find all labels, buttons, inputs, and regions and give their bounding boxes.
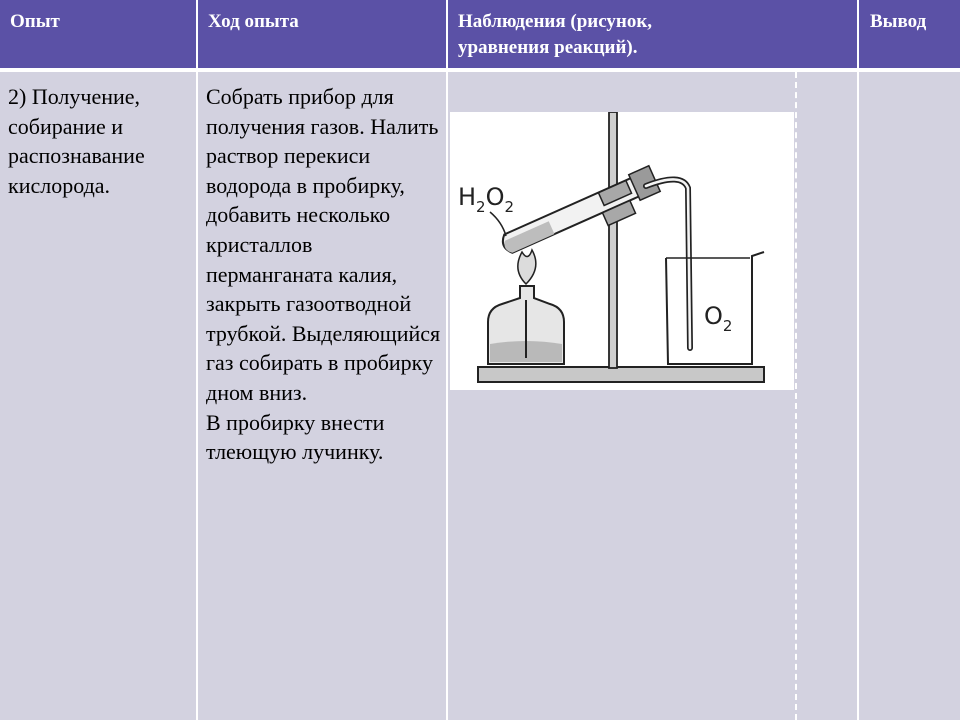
reaction-test-tube xyxy=(498,166,660,259)
stand-rod xyxy=(609,112,617,368)
header-conclusion-label: Вывод xyxy=(870,11,927,32)
apparatus-figure xyxy=(450,112,794,390)
product-label: $O_2$ xyxy=(704,302,733,335)
apparatus-drawing xyxy=(450,112,794,390)
table-header xyxy=(0,0,960,72)
procedure-test-text: В пробирку внести тлеющую лучинку. xyxy=(206,409,385,465)
flame xyxy=(518,250,536,284)
stand-base xyxy=(478,367,764,382)
header-observations-line2: уравнения реакций). xyxy=(458,37,638,58)
procedure-text: Собрать прибор для получения газов. Налить раствор перекиси водорода в пробирку, добавить несколько кристаллов перманганата калия, закрыть газоотводной трубкой. Выделяющийся газ собирать в пробирку дном вниз. xyxy=(206,84,441,405)
column-divider xyxy=(196,0,198,720)
column-divider xyxy=(446,0,448,720)
header-procedure-label: Ход опыта xyxy=(208,11,299,32)
header-observations xyxy=(448,0,858,68)
cell-procedure xyxy=(206,76,442,467)
column-divider xyxy=(795,72,797,720)
header-procedure xyxy=(198,0,446,68)
header-experiment xyxy=(0,0,196,68)
header-experiment-label: Опыт xyxy=(10,11,60,32)
column-divider xyxy=(857,0,859,720)
header-observations-line1: Наблюдения (рисунок, xyxy=(458,11,653,32)
reactant-label: $H_2O_2$ xyxy=(458,183,515,216)
experiment-text: 2) Получение, собирание и распознавание кислорода. xyxy=(8,84,145,198)
header-conclusion xyxy=(860,0,960,68)
cell-experiment xyxy=(8,76,194,200)
